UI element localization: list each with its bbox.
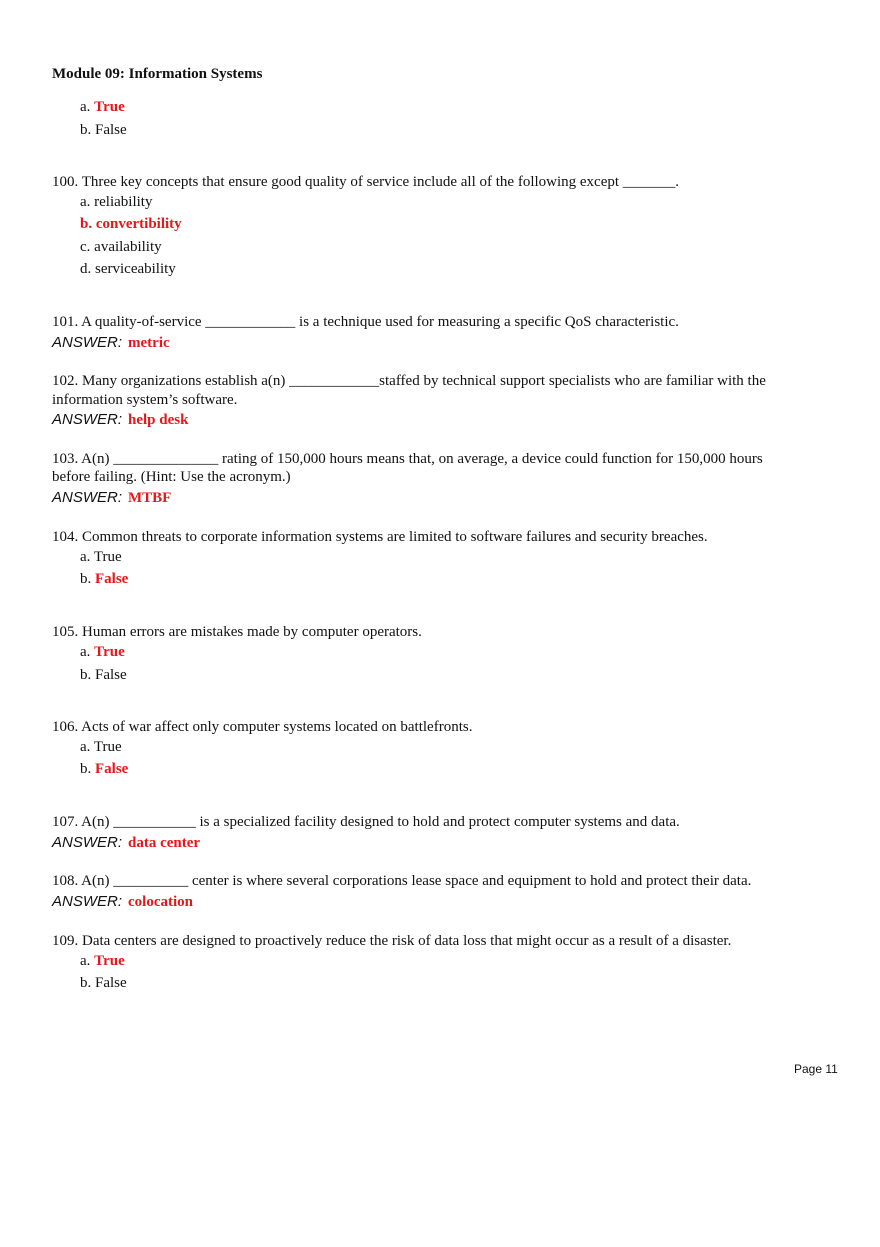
q104-option-a: [80, 549, 122, 566]
option-letter: b.: [80, 975, 92, 991]
option-letter: a.: [80, 99, 91, 115]
q106-question: 106. Acts of war affect only computer systems located on battlefronts.: [52, 719, 473, 735]
option-text: False: [95, 975, 127, 991]
answer-label: ANSWER:: [52, 411, 123, 428]
answer-value: metric: [128, 335, 170, 351]
q100-option-c: c. availability: [80, 239, 162, 255]
option-answer: True: [94, 953, 125, 969]
q106-option-a: [80, 739, 122, 756]
q107-answer: [52, 834, 200, 852]
q100-option-a: a. reliability: [80, 194, 153, 210]
option-letter: b.: [80, 571, 92, 587]
answer-value: colocation: [128, 894, 194, 910]
q104-option-b: [80, 571, 128, 588]
q100-option-d: d. serviceability: [80, 261, 176, 277]
answer-value: data center: [128, 835, 201, 851]
q109-option-b: [80, 975, 127, 992]
q105-option-b: [80, 667, 127, 684]
q102-answer: [52, 411, 188, 429]
option-answer: True: [94, 644, 125, 660]
answer-label: ANSWER:: [52, 334, 123, 351]
option-answer: True: [94, 99, 125, 115]
option-letter: a.: [80, 739, 91, 755]
q103-question-line2: before failing. (Hint: Use the acronym.): [52, 469, 291, 485]
q103-question-line1: 103. A(n) ______________ rating of 150,000 hours means that, on average, a device could function for 150,000 hours: [52, 451, 763, 467]
q100-option-b: b. convertibility: [80, 216, 182, 232]
option-letter: a.: [80, 549, 91, 565]
q102-question-line2: information system’s software.: [52, 392, 238, 408]
option-letter: a.: [80, 644, 91, 660]
option-text: False: [95, 122, 127, 138]
q109-question: 109. Data centers are designed to proactively reduce the risk of data loss that might occur as a result of a disaster.: [52, 933, 732, 949]
answer-label: ANSWER:: [52, 893, 123, 910]
option-answer: False: [95, 571, 129, 587]
option-answer: False: [95, 761, 129, 777]
answer-value: help desk: [128, 412, 189, 428]
q99-option-a: [80, 99, 125, 116]
q103-answer: [52, 489, 171, 507]
q101-question: 101. A quality-of-service ____________ is a technique used for measuring a specific QoS characteristic.: [52, 314, 679, 330]
option-letter: b.: [80, 761, 92, 777]
answer-label: ANSWER:: [52, 489, 123, 506]
q108-answer: [52, 893, 193, 911]
q105-question: 105. Human errors are mistakes made by computer operators.: [52, 624, 422, 640]
answer-value: MTBF: [128, 490, 172, 506]
option-letter: a.: [80, 953, 91, 969]
q104-question: 104. Common threats to corporate information systems are limited to software failures and security breaches.: [52, 529, 708, 545]
q106-option-b: [80, 761, 128, 778]
q107-question: 107. A(n) ___________ is a specialized facility designed to hold and protect computer systems and data.: [52, 814, 680, 830]
q102-question-line1: 102. Many organizations establish a(n) ____________staffed by technical support specialists who are familiar with the: [52, 373, 766, 389]
q101-answer: [52, 334, 170, 352]
answer-label: ANSWER:: [52, 834, 123, 851]
option-letter: b.: [80, 667, 92, 683]
option-text: True: [93, 549, 122, 565]
option-text: False: [95, 667, 127, 683]
q100-question: 100. Three key concepts that ensure good quality of service include all of the following except _______.: [52, 174, 680, 190]
page-header-title: Module 09: Information Systems: [52, 66, 263, 82]
option-letter: b.: [80, 122, 92, 138]
page-number: Page 11: [794, 1062, 838, 1076]
q99-option-b: [80, 122, 127, 139]
q105-option-a: [80, 644, 125, 661]
option-text: True: [93, 739, 122, 755]
q108-question: 108. A(n) __________ center is where several corporations lease space and equipment to hold and protect their data.: [52, 873, 752, 889]
q109-option-a: [80, 953, 125, 970]
